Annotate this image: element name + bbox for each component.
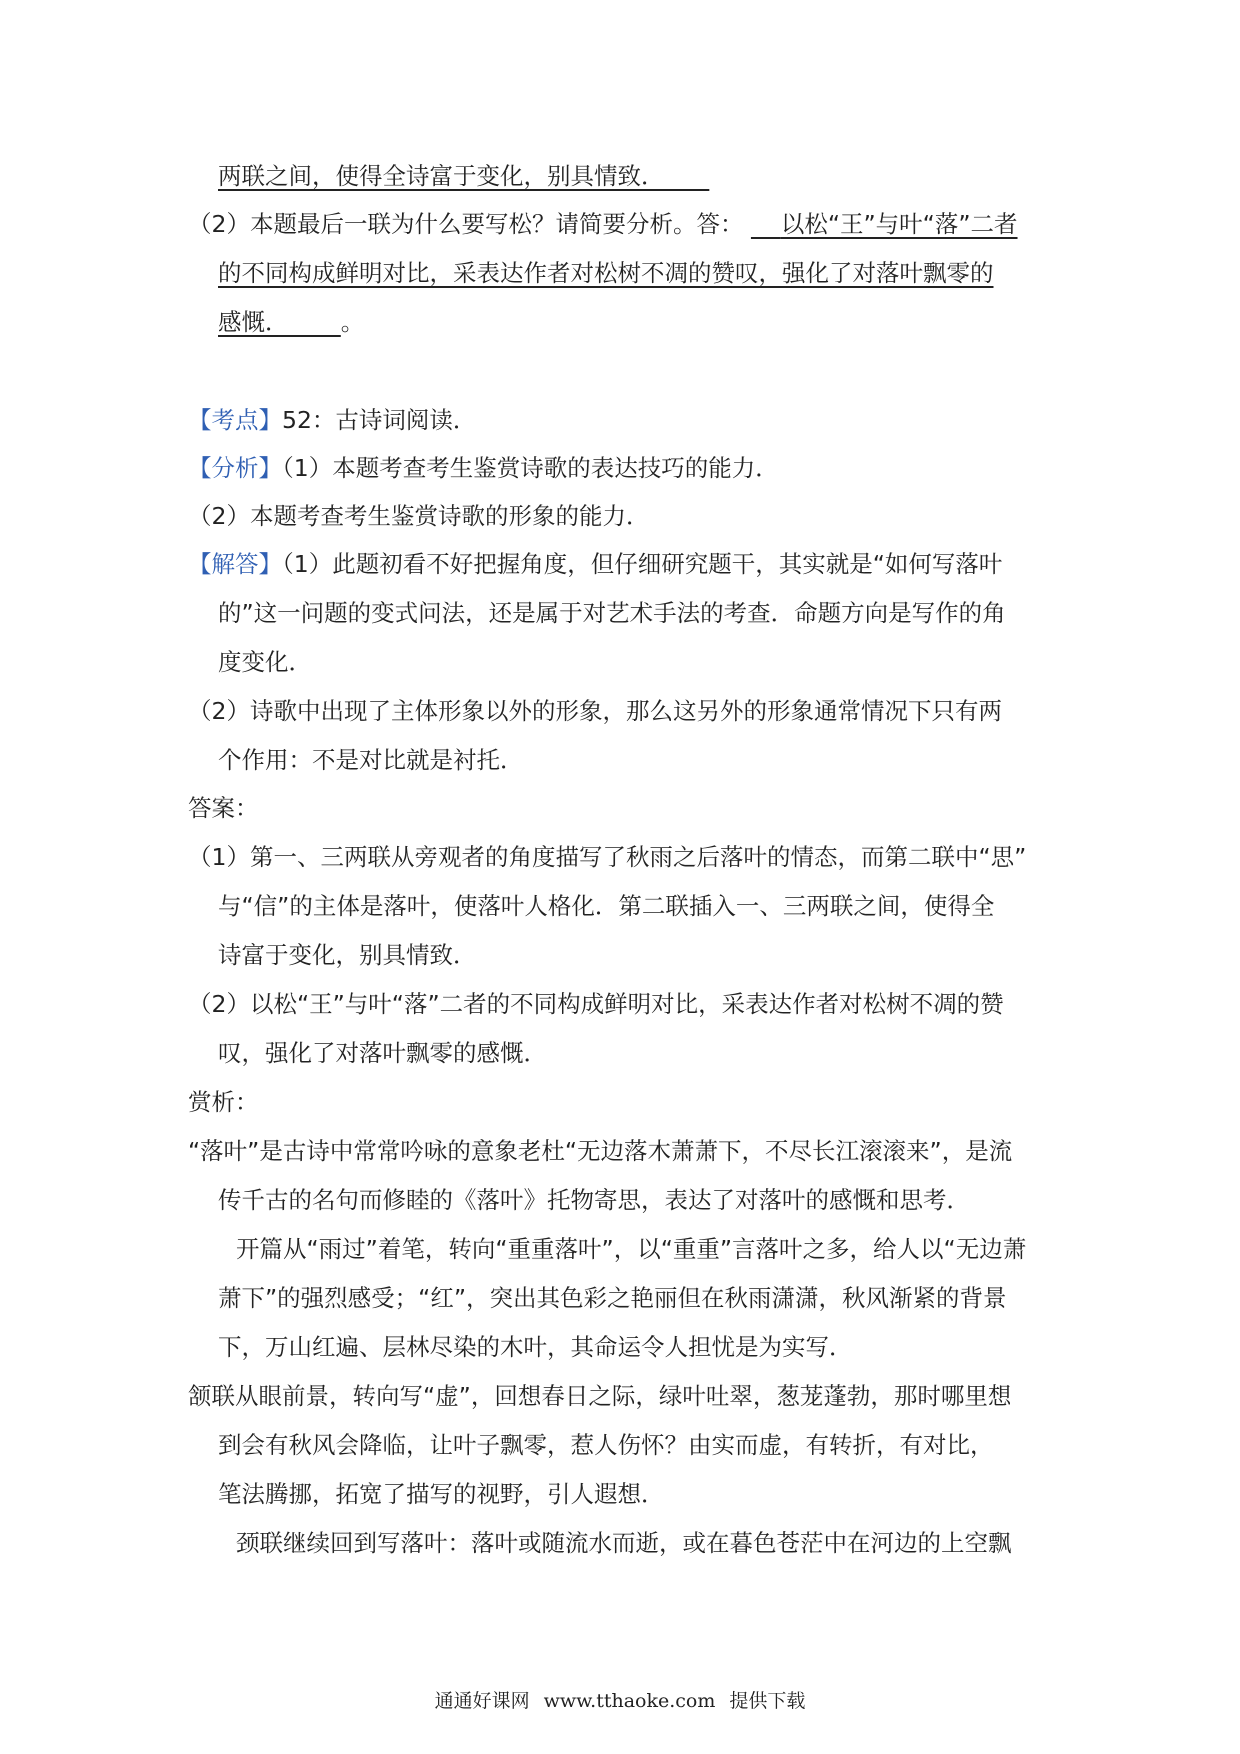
shangxi-heading: 赏析： bbox=[188, 1088, 259, 1116]
shangxi-p3-line-2: 到会有秋风会降临，让叶子飘零，惹人伤怀？由实而虚，有转折，有对比， bbox=[218, 1431, 994, 1459]
answer-2-line-2: 叹，强化了对落叶飘零的感慨． bbox=[218, 1039, 547, 1067]
footer-url[interactable]: www.tthaoke.com bbox=[543, 1690, 716, 1712]
shangxi-p2-line-3: 下，万山红遍、层林尽染的木叶，其命运令人担忧是为实写． bbox=[218, 1333, 853, 1361]
shangxi-p3-line-1: 颔联从眼前景，转向写“虚”，回想春日之际，绿叶吐翠，葱茏蓬勃，那时哪里想 bbox=[188, 1382, 1012, 1410]
answer-1-line-2: 与“信”的主体是落叶，使落叶人格化．第二联插入一、三两联之间，使得全 bbox=[218, 892, 995, 920]
answer-line-1: 两联之间，使得全诗富于变化，别具情致． bbox=[218, 162, 665, 190]
shangxi-p2-line-2: 萧下”的强烈感受；“红”，突出其色彩之艳丽但在秋雨潇潇，秋风渐紧的背景 bbox=[218, 1284, 1007, 1312]
kaodian-line: 【考点】52：古诗词阅读． bbox=[188, 406, 477, 434]
footer-note: 提供下载 bbox=[729, 1690, 806, 1712]
shangxi-p4-line-1: 颈联继续回到写落叶：落叶或随流水而逝，或在暮色苍茫中在河边的上空飘 bbox=[236, 1529, 1012, 1557]
answer-1-line-3: 诗富于变化，别具情致． bbox=[218, 941, 477, 969]
fenxi-line-1: 【分析】（1）本题考查考生鉴赏诗歌的表达技巧的能力． bbox=[188, 454, 779, 482]
page-footer bbox=[0, 1687, 1240, 1715]
shangxi-p2-line-1: 开篇从“雨过”着笔，转向“重重落叶”，以“重重”言落叶之多，给人以“无边萧 bbox=[236, 1235, 1027, 1263]
jieda-line-2: 的”这一问题的变式问法，还是属于对艺术手法的考查．命题方向是写作的角 bbox=[218, 599, 1006, 627]
answer-line-4: 感慨． 。 bbox=[218, 308, 365, 336]
answer-2-line-1: （2）以松“王”与叶“落”二者的不同构成鲜明对比，采表达作者对松树不凋的赞 bbox=[188, 990, 1004, 1018]
shangxi-p1-line-2: 传千古的名句而修睦的《落叶》托物寄思，表达了对落叶的感慨和思考． bbox=[218, 1186, 970, 1214]
answer-1-line-1: （1）第一、三两联从旁观者的角度描写了秋雨之后落叶的情态，而第二联中“思” bbox=[188, 843, 1027, 871]
kaodian-tag: 【考点】 bbox=[188, 406, 282, 434]
jieda-tag: 【解答】 bbox=[188, 550, 282, 578]
question-2: （2）本题最后一联为什么要写松？请简要分析。答： 以松“王”与叶“落”二者 bbox=[188, 210, 1018, 238]
answer-heading: 答案： bbox=[188, 794, 259, 822]
shangxi-p1-line-1: “落叶”是古诗中常常吟咏的意象老杜“无边落木萧萧下，不尽长江滚滚来”，是流 bbox=[188, 1137, 1013, 1165]
fenxi-tag: 【分析】 bbox=[188, 454, 282, 482]
answer-line-3: 的不同构成鲜明对比，采表达作者对松树不凋的赞叹，强化了对落叶飘零的 bbox=[218, 259, 994, 287]
jieda-line-5: 个作用：不是对比就是衬托． bbox=[218, 746, 524, 774]
shangxi-p3-line-3: 笔法腾挪，拓宽了描写的视野，引人遐想． bbox=[218, 1480, 665, 1508]
fenxi-line-2: （2）本题考查考生鉴赏诗歌的形象的能力． bbox=[188, 502, 650, 530]
jieda-line-4: （2）诗歌中出现了主体形象以外的形象，那么这另外的形象通常情况下只有两 bbox=[188, 697, 1002, 725]
jieda-line-1: 【解答】（1）此题初看不好把握角度，但仔细研究题干，其实就是“如何写落叶 bbox=[188, 550, 1003, 578]
footer-site: 通通好课网 bbox=[434, 1690, 530, 1712]
jieda-line-3: 度变化． bbox=[218, 648, 312, 676]
